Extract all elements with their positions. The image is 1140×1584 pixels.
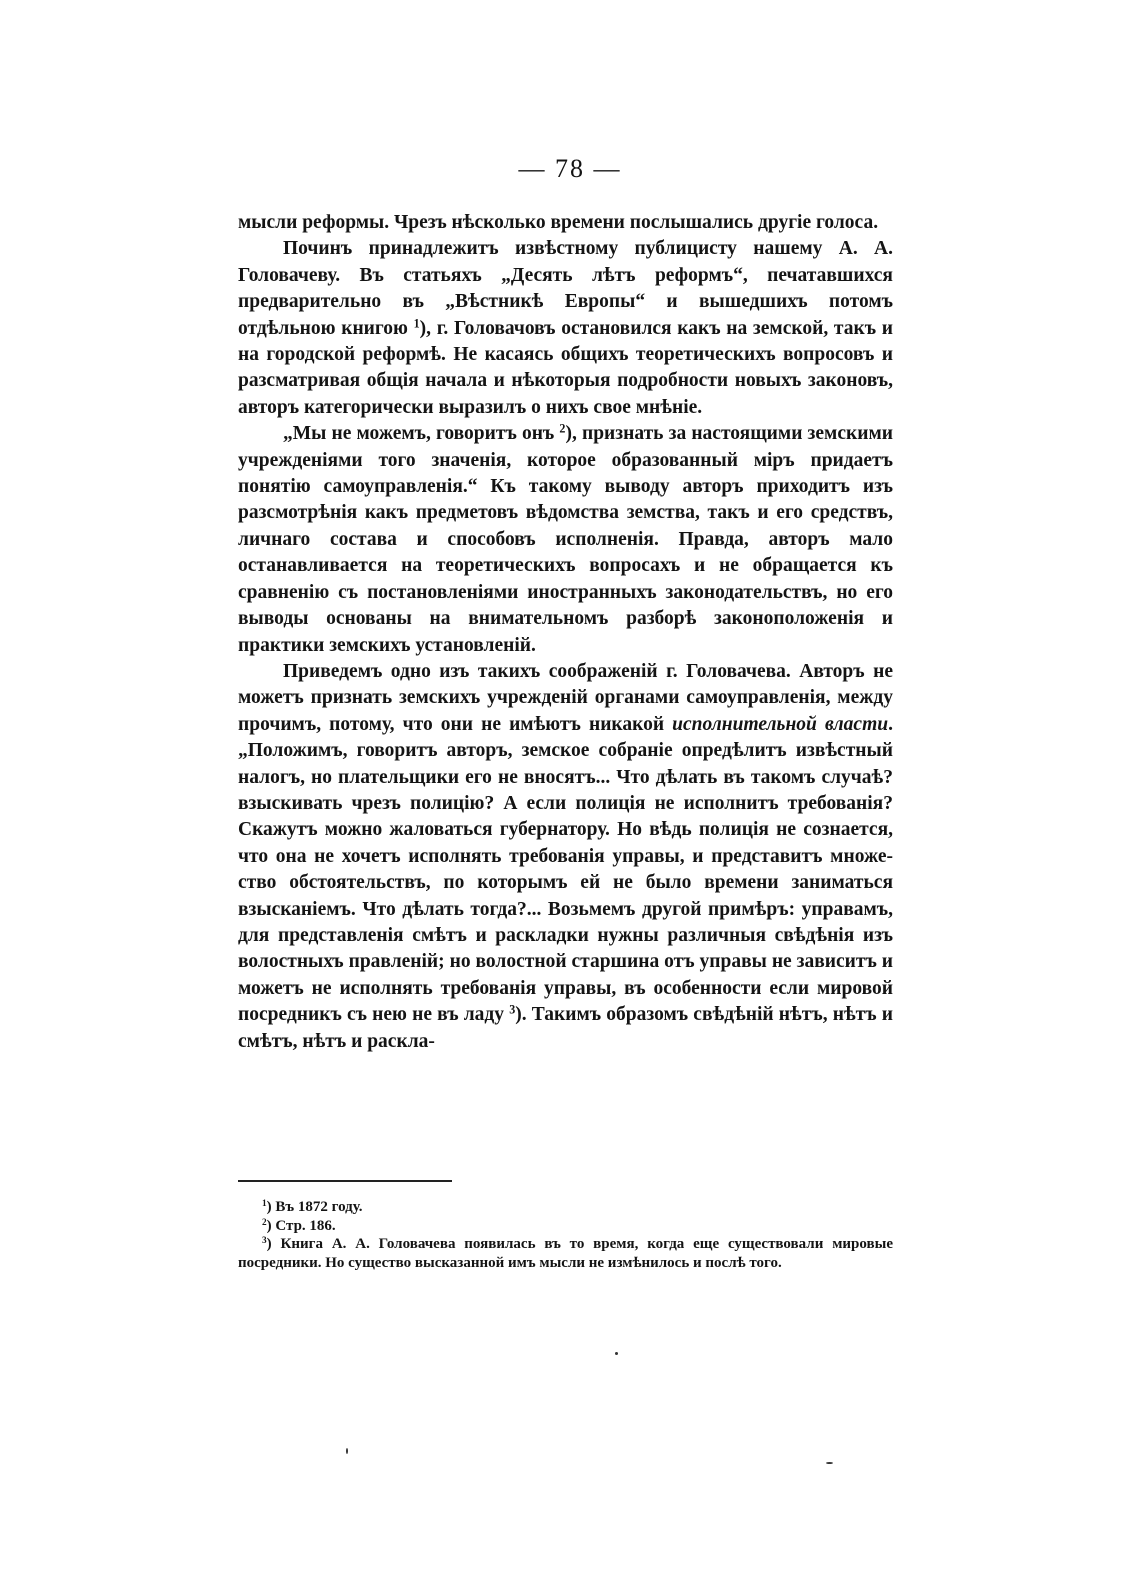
text-run: „Мы не можемъ, говоритъ онъ <box>283 423 560 445</box>
footnote-1 <box>238 1198 893 1217</box>
paragraph-p4 <box>238 659 893 1055</box>
body-text <box>238 210 893 1055</box>
text-run: Приведемъ одно изъ такихъ соображеній г. Головачева. Авторъ не можетъ признать земскихъ учрежденій органами самоуправленія, между прочимъ, потому, что они не имѣютъ никакой <box>238 660 893 735</box>
scan-speck <box>826 1462 833 1464</box>
footnote-ref: 2 <box>559 421 566 436</box>
footnote-text: Въ 1872 году. <box>275 1199 363 1215</box>
italic-phrase: исполнительной власти <box>672 713 889 735</box>
footnote-ref: 3 <box>509 1002 516 1017</box>
footnote-paren: ) <box>266 1199 276 1215</box>
text-run: Починъ принадлежитъ извѣстному публицисту нашему А. А. Головачеву. Въ статьяхъ „Десять лѣтъ реформъ“, печатавшихся предварительно въ „Вѣстникѣ Европы“ и вышедшихъ потомъ отдѣльною книгою <box>238 238 893 339</box>
footnote-3 <box>238 1235 893 1272</box>
text-run: ), признать за настоящими земскими учрежденіями того значенія, которое образованный міръ придаетъ понятію самоуправленія.“ Къ такому выводу авторъ приходитъ изъ разсмотрѣнія какъ предметовъ вѣдомства земства, такъ и его средствъ, личнаго состава и способовъ исполненія. Правда, авторъ мало останавливается на теоретическихъ вопросахъ и не обращается къ сравненію съ постановленіями иностранныхъ законодательствъ, но его выводы основаны на внимательномъ разборѣ законоположенія и практики земскихъ установленій. <box>238 423 893 656</box>
footnote-divider <box>238 1180 452 1182</box>
footnotes <box>238 1198 893 1272</box>
footnote-text: Стр. 186. <box>275 1217 336 1234</box>
footnote-ref: 1 <box>413 315 420 330</box>
text-run: ). Такимъ образомъ свѣдѣній нѣтъ, нѣтъ и смѣтъ, нѣтъ и раскла- <box>238 1004 893 1052</box>
footnote-mark: 2 <box>262 1217 267 1228</box>
footnote-2 <box>238 1217 893 1236</box>
paragraph-p2 <box>238 236 893 421</box>
page-number: — 78 — <box>518 154 622 183</box>
footnote-text: Книга А. А. Головачева появилась въ то время, когда еще существовали мировые посредники. Но существо высказанной имъ мысли не измѣнилось и послѣ того. <box>238 1236 893 1271</box>
text-run: мысли реформы. Чрезъ нѣсколько времени послышались другіе голоса. <box>238 212 879 233</box>
paragraph-p1 <box>238 210 893 236</box>
paragraph-p3 <box>238 421 893 659</box>
footnote-paren: ) <box>266 1236 281 1253</box>
text-run: ), г. Головачовъ остановился какъ на земской, такъ и на городской реформѣ. Не касаясь общихъ теоретическихъ вопросовъ и разсматривая общія начала и нѣкоторыя подробности новыхъ законовъ, авторъ категорически выразилъ о нихъ свое мнѣніе. <box>238 317 893 418</box>
footnote-mark: 3 <box>262 1236 267 1247</box>
footnote-mark: 1 <box>262 1198 267 1209</box>
text-run: . „Положимъ, говоритъ авторъ, земское собраніе опредѣлитъ извѣстный налогъ, но плательщики его не вносятъ... Что дѣлать въ такомъ случаѣ? взыскивать чрезъ полицію? А если полиція не исполнитъ требованія? Скажутъ можно жаловаться губернатору. Но вѣдь полиція не сознается, что она не хочетъ исполнять требованія управы, и представитъ множество обстоятельствъ, по которымъ ей не было времени заниматься взысканіемъ. Что дѣлать тогда?... Возьмемъ другой примѣръ: управамъ, для представленія смѣтъ и раскладки нужны различныя свѣдѣнія изъ волостныхъ правленій; но волостной старшина отъ управы не зависитъ и можетъ не исполнять требованія управы, въ особенности если мировой посредникъ съ нею не въ ладу <box>238 713 893 1026</box>
footnote-paren: ) <box>266 1217 276 1234</box>
scan-speck <box>615 1352 618 1355</box>
scan-speck <box>346 1448 348 1454</box>
